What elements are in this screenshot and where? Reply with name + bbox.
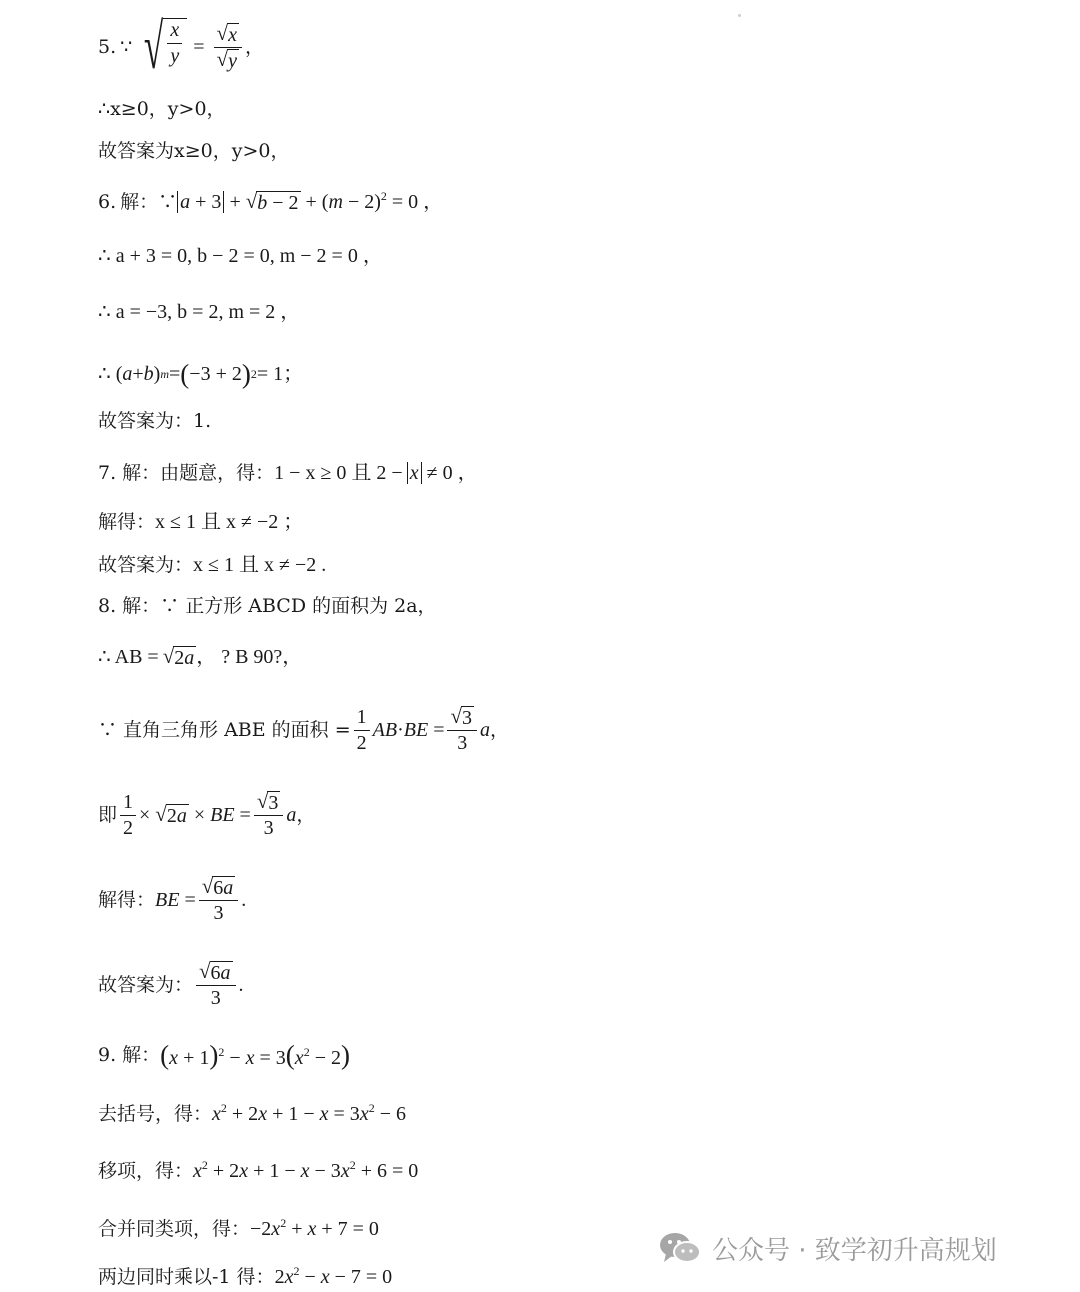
p9-line5: 两边同时乘以-1 得： $2x^2 - x - 7 = 0$ <box>98 1264 393 1288</box>
p7-condition: 1 − x ≥ 0 且 2 − <box>274 462 403 484</box>
p8-ab-label: ∴ AB = <box>98 646 159 668</box>
p7-answer <box>98 555 326 575</box>
p5-answer: 故答案为x≥0，y>0， <box>98 140 290 162</box>
p9-intro: 9. 解： <box>98 1043 161 1066</box>
p5-rhs-fraction: √ x √ y <box>214 23 242 72</box>
p9-step4-label: 两边同时乘以-1 得： <box>98 1265 275 1288</box>
p8-line2-suffix: ， ? B 90?， <box>196 646 303 668</box>
p8-ji-label: 即 <box>98 803 118 826</box>
p5-sqrt-fraction: √ $\frac{x}{y}$ <box>136 18 187 76</box>
p6-label: 6. <box>98 190 117 213</box>
p7-solve <box>98 512 303 532</box>
p8-line3: ∵ 直角三角形 ABE 的面积 = $\frac{1}{2}$ AB·BE = √ 3 3 a ， <box>98 703 510 754</box>
p7-solve-label: 解得： <box>98 510 156 533</box>
wechat-icon <box>658 1230 702 1266</box>
p5-label: 5. <box>98 35 117 58</box>
speck <box>738 14 741 17</box>
p9-step3-label: 合并同类项，得： <box>98 1217 251 1240</box>
p9-line4: 合并同类项，得： $-2x^2 + x + 7 = 0$ <box>98 1216 379 1240</box>
p9-line1: 9. 解： $(x + 1)^2 - x = 3(x^2 - 2)$ <box>98 1039 350 1070</box>
p8-line1: 8. 解：∵ 正方形 ABCD 的面积为 2a， <box>98 595 437 617</box>
p5-conclusion: ∴x≥0，y>0， <box>98 98 226 120</box>
p7-line1: 7. 解：由题意，得： 1 − x ≥ 0 且 2 − x ≠ 0 ， <box>98 461 478 484</box>
p8-line4: 即 $\frac{1}{2}$ × √ 2a × BE = √ 3 3 a ， <box>98 788 316 839</box>
p5-because: ∵ <box>120 35 133 58</box>
p6-intro: 解：∵ <box>120 190 178 213</box>
p8-solve: 解得： BE = √ 6a 3 . <box>98 873 247 924</box>
p6-answer: 故答案为：1. <box>98 410 212 432</box>
p9-step2-label: 移项，得： <box>98 1159 194 1182</box>
p9-line2: 去括号，得： $x^2 + 2x + 1 - x = 3x^2 - 6$ <box>98 1101 406 1125</box>
p8-answer: 故答案为： √ 6a 3 . <box>98 958 244 1009</box>
p8-line2: ∴ AB = √ 2a ， ? B 90?， <box>98 643 303 669</box>
p8-area-label: ∵ 直角三角形 ABE 的面积 = <box>98 718 351 741</box>
p7-intro: 7. 解：由题意，得： <box>98 461 275 484</box>
p7-answer-math: x ≤ 1 且 x ≠ −2 . <box>193 554 327 576</box>
p6-step2: ∴ a = −3, b = 2, m = 2 ， <box>98 301 301 323</box>
p9-line3: 移项，得： $x^2 + 2x + 1 - x - 3x^2 + 6 = 0$ <box>98 1158 419 1182</box>
watermark-text: 公众号 · 致学初升高规划 <box>712 1235 997 1266</box>
p7-solve-math: x ≤ 1 且 x ≠ −2 ； <box>155 511 304 533</box>
p6-step1: ∴ a + 3 = 0, b − 2 = 0, m − 2 = 0 ， <box>98 245 383 267</box>
p7-answer-label: 故答案为： <box>98 553 194 576</box>
p6-line1: 6. 解：∵ a + 3 + √ b − 2 + $(m - 2)^2 = 0$ ， <box>98 188 444 214</box>
p9-step1-label: 去括号，得： <box>98 1102 213 1125</box>
p8-solve-label: 解得： <box>98 888 156 911</box>
p8-answer-label: 故答案为： <box>98 973 194 996</box>
p5-line1: 5. ∵ √ $\frac{x}{y}$ = √ x √ y ， <box>98 11 264 83</box>
p6-step3: ∴ ( a + b ) m = ( −3 + 2 ) 2 = 1； <box>98 358 304 389</box>
watermark <box>658 1228 997 1268</box>
